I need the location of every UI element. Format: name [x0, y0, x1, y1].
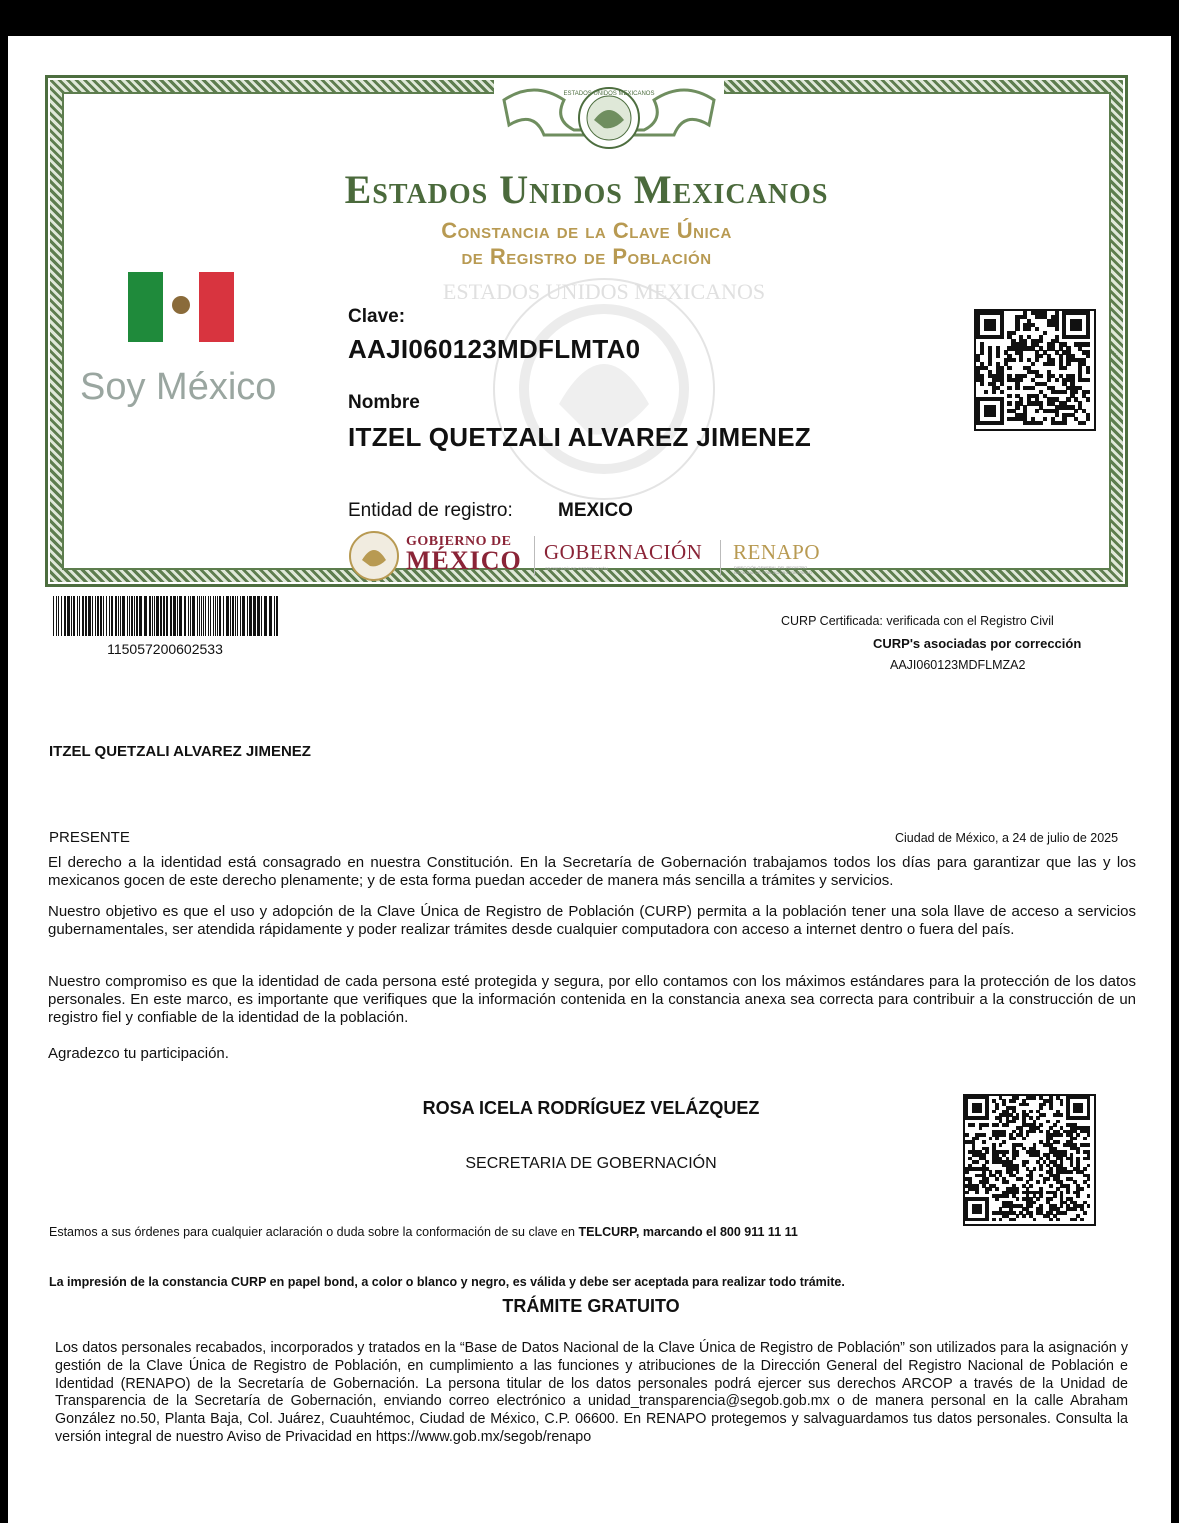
qr-module	[1087, 1177, 1091, 1181]
print-notice: La impresión de la constancia CURP en papel bond, a color o blanco y negro, es válida y debe ser aceptada para realizar todo trámite.	[49, 1275, 845, 1289]
barcode-bar	[177, 596, 178, 636]
letter-date: Ciudad de México, a 24 de julio de 2025	[895, 831, 1119, 845]
barcode-bar	[61, 596, 62, 636]
qr-module	[1015, 386, 1019, 390]
soy-mexico-text: Soy México	[80, 366, 277, 408]
qr-module	[1056, 1140, 1060, 1144]
qr-module	[1039, 1167, 1043, 1171]
qr-module	[1047, 378, 1051, 382]
qr-module	[1060, 1204, 1064, 1208]
qr-module	[1087, 1184, 1091, 1188]
qr-module	[1039, 1130, 1043, 1134]
certified-line3: AAJI060123MDFLMZA2	[890, 658, 1026, 672]
qr-module	[1033, 1130, 1037, 1134]
barcode-bar	[179, 596, 182, 636]
qr-module	[1087, 1133, 1091, 1137]
barcode-bar	[127, 596, 128, 636]
qr-module	[992, 390, 996, 394]
barcode-bar	[82, 596, 84, 636]
qr-module	[1029, 1110, 1033, 1114]
qr-module	[1073, 1207, 1077, 1211]
seal-text: ESTADOS UNIDOS MEXICANOS	[563, 91, 655, 97]
qr-module	[1039, 1194, 1043, 1198]
qr-module	[1055, 413, 1059, 417]
renapo-logo: RENAPO	[733, 540, 821, 564]
barcode-bar	[173, 596, 176, 636]
thanks-text: Agradezco tu participación.	[48, 1045, 229, 1062]
qr-module	[1035, 358, 1039, 362]
qr-module	[989, 1137, 993, 1141]
qr-module	[1087, 1194, 1091, 1198]
certificate-qr-code	[974, 309, 1096, 431]
qr-module	[1060, 1133, 1064, 1137]
barcode-bar	[160, 596, 162, 636]
certificate-frame	[45, 75, 1128, 587]
qr-module	[1087, 1157, 1091, 1161]
qr-module	[1031, 362, 1035, 366]
qr-module	[984, 390, 988, 394]
qr-module	[1086, 397, 1090, 401]
renapo-logo-sub: DIRECCIÓN GENERAL DEL REGISTRO NACIONAL DE POBLACIÓN E IDENTIDAD	[734, 565, 812, 575]
barcode-bar	[274, 596, 275, 636]
qr-module	[1019, 1177, 1023, 1181]
qr-module	[995, 1177, 999, 1181]
gobierno-logo-line2: MÉXICO	[406, 546, 522, 575]
qr-module	[1086, 378, 1090, 382]
qr-module	[982, 1140, 986, 1144]
logo-divider	[534, 536, 535, 576]
qr-module	[1074, 409, 1078, 413]
qr-module	[972, 1123, 976, 1127]
barcode-bar	[261, 596, 262, 636]
qr-module	[1043, 331, 1047, 335]
qr-module	[1029, 1204, 1033, 1208]
barcode-bar	[58, 596, 59, 636]
barcode-bar	[264, 596, 267, 636]
barcode-bar	[79, 596, 80, 636]
qr-module	[1080, 1218, 1084, 1222]
qr-module	[1039, 339, 1043, 343]
clave-value: AAJI060123MDFLMTA0	[348, 334, 641, 364]
qr-module	[1019, 378, 1023, 382]
privacy-notice: Los datos personales recabados, incorporados y tratados en la “Base de Datos Nacional de la Clave Única de Registro de Población” son utilizados para la asignación y gestión de la Clave Única de Registro de Población, en cumplimiento a las funciones y atribuciones de la Dirección General del Registro Nacional de Población e Identidad (RENAPO) de la Secretaría de Gobernación. La persona titular de los datos personales podrá ejercer sus derechos ARCOP a través de la Unidad de Transparencia de la Secretaría de Gobernación, enviando correo electrónico a unidad_transparencia@segob.gob.mx o de manera personal en la calle Abraham González no.50, Planta Baja, Col. Juárez, Cuauhtémoc, Ciudad de México, C.P. 06600. En RENAPO protegemos y salvaguardamos tus datos personales. Consulta la versión integral de nuestro Aviso de Privacidad en https://www.gob.mx/segob/renapo	[55, 1340, 1128, 1445]
qr-module	[1035, 409, 1039, 413]
qr-module	[1011, 331, 1015, 335]
qr-module	[1083, 1211, 1087, 1215]
barcode-bar	[257, 596, 260, 636]
qr-module	[1073, 1218, 1077, 1222]
qr-module	[1016, 1197, 1020, 1201]
qr-module	[999, 1218, 1003, 1222]
barcode-bar	[53, 596, 54, 636]
paragraph-2: Nuestro objetivo es que el uso y adopción de la Clave Única de Registro de Población (CURP) permita a la población tener una sola llave de acceso a servicios gubernamentales, ser atendida rápidamente y poder realizar trámites desde cualquier computadora con acceso a internet dentro o fuera del país.	[48, 903, 1136, 938]
qr-module	[1035, 327, 1039, 331]
qr-module	[1027, 327, 1031, 331]
barcode-bar	[223, 596, 224, 636]
qr-module	[1055, 327, 1059, 331]
qr-module	[1053, 1194, 1057, 1198]
qr-module	[995, 1106, 999, 1110]
qr-module	[1007, 366, 1011, 370]
qr-module	[1086, 342, 1090, 346]
qr-module	[1026, 1103, 1030, 1107]
qr-module	[1043, 1103, 1047, 1107]
qr-module	[1049, 1106, 1053, 1110]
barcode-bar	[242, 596, 245, 636]
barcode-bar	[92, 596, 93, 636]
qr-module	[1076, 1150, 1080, 1154]
certified-line2: CURP's asociadas por corrección	[873, 636, 1082, 651]
barcode-bar	[156, 596, 159, 636]
barcode-bar	[136, 596, 138, 636]
barcode-bar	[170, 596, 172, 636]
barcode-bar	[235, 596, 236, 636]
qr-module	[992, 1110, 996, 1114]
barcode-bar	[226, 596, 229, 636]
qr-finder	[984, 319, 996, 331]
qr-module	[1087, 1204, 1091, 1208]
qr-module	[985, 1123, 989, 1127]
barcode-bar	[139, 596, 142, 636]
qr-module	[989, 1187, 993, 1191]
qr-module	[1043, 1113, 1047, 1117]
paragraph-1: El derecho a la identidad está consagrado en nuestra Constitución. En la Secretaría de Gobernación trabajamos todos los días para garantizar que las y los mexicanos gocen de este derecho plenamente; y de esta forma puedan acceder de manera más sencilla a trámites y servicios.	[48, 854, 1136, 889]
qr-module	[1033, 1167, 1037, 1171]
gobernacion-logo-sub: SECRETARÍA DE GOBERNACIÓN	[545, 566, 608, 571]
qr-module	[1049, 1218, 1053, 1222]
qr-module	[1070, 1170, 1074, 1174]
qr-module	[1060, 1103, 1064, 1107]
qr-module	[1043, 417, 1047, 421]
qr-module	[965, 1191, 969, 1195]
qr-module	[1043, 1180, 1047, 1184]
barcode-bar	[232, 596, 234, 636]
qr-module	[1076, 1194, 1080, 1198]
qr-finder	[1070, 319, 1082, 331]
barcode-bar	[201, 596, 202, 636]
tramite-gratuito: TRÁMITE GRATUITO	[502, 1296, 680, 1316]
barcode-bar	[149, 596, 151, 636]
signer-title: SECRETARIA DE GOBERNACIÓN	[465, 1155, 717, 1172]
barcode-bar	[97, 596, 99, 636]
qr-module	[1016, 1116, 1020, 1120]
gobernacion-logo: GOBERNACIÓN	[544, 540, 703, 564]
qr-module	[1022, 1137, 1026, 1141]
qr-module	[1066, 397, 1070, 401]
barcode-bar	[215, 596, 216, 636]
signature-qr-code	[963, 1094, 1096, 1226]
barcode-bar	[237, 596, 238, 636]
barcode-bar	[109, 596, 110, 636]
qr-module	[1086, 417, 1090, 421]
qr-module	[1031, 386, 1035, 390]
qr-module	[1012, 1120, 1016, 1124]
qr-module	[1063, 1211, 1067, 1215]
qr-module	[1056, 1218, 1060, 1222]
qr-module	[995, 1197, 999, 1201]
qr-module	[1026, 1133, 1030, 1137]
qr-module	[1060, 1113, 1064, 1117]
qr-module	[1016, 1214, 1020, 1218]
barcode-bar	[190, 596, 191, 636]
qr-module	[1076, 1133, 1080, 1137]
qr-module	[1006, 1123, 1010, 1127]
barcode-bar	[247, 596, 248, 636]
qr-module	[1006, 1180, 1010, 1184]
barcode-bar	[249, 596, 252, 636]
qr-module	[965, 1170, 969, 1174]
barcode-bar	[88, 596, 91, 636]
qr-module	[1007, 401, 1011, 405]
qr-module	[979, 1126, 983, 1130]
barcode-bar	[118, 596, 119, 636]
qr-module	[1011, 358, 1015, 362]
qr-module	[1006, 1194, 1010, 1198]
watermark-text: ESTADOS UNIDOS MEXICANOS	[442, 279, 766, 304]
barcode-bar	[85, 596, 87, 636]
document-page	[8, 36, 1171, 1523]
telcurp-phone: TELCURP, marcando el 800 911 11 11	[578, 1225, 798, 1239]
qr-module	[1033, 1218, 1037, 1222]
mexican-flag-icon	[128, 272, 234, 342]
qr-module	[1073, 1137, 1077, 1141]
qr-finder	[972, 1204, 982, 1214]
qr-finder	[984, 405, 996, 417]
qr-module	[1083, 1137, 1087, 1141]
barcode-bar	[144, 596, 147, 636]
qr-module	[975, 1160, 979, 1164]
barcode-bar	[208, 596, 209, 636]
barcode-bar	[100, 596, 102, 636]
barcode-bar	[219, 596, 221, 636]
qr-module	[1012, 1157, 1016, 1161]
barcode-bar	[115, 596, 117, 636]
qr-module	[1012, 1218, 1016, 1222]
recipient-name: ITZEL QUETZALI ALVAREZ JIMENEZ	[49, 743, 311, 760]
qr-module	[1029, 1184, 1033, 1188]
barcode	[53, 596, 277, 636]
qr-module	[1016, 1153, 1020, 1157]
barcode-bar	[217, 596, 218, 636]
clave-label: Clave:	[348, 306, 406, 327]
qr-module	[1016, 1096, 1020, 1100]
qr-module	[1086, 390, 1090, 394]
qr-module	[980, 350, 984, 354]
qr-module	[1051, 362, 1055, 366]
paragraph-3: Nuestro compromiso es que la identidad de cada persona esté protegida y segura, por ello contamos con los máximos estándares para la protección de los datos personales. En este marco, es importante que verifiques que la información contenida en la constancia anexa sea correcta para contribuir a la construcción de un registro fiel y confiable de la identidad de la población.	[48, 973, 1136, 1026]
qr-module	[985, 1150, 989, 1154]
qr-module	[1022, 1214, 1026, 1218]
qr-module	[995, 1137, 999, 1141]
qr-module	[1074, 390, 1078, 394]
qr-module	[988, 362, 992, 366]
qr-module	[1039, 354, 1043, 358]
qr-module	[1080, 1187, 1084, 1191]
qr-module	[1039, 421, 1043, 425]
qr-finder	[1073, 1103, 1083, 1113]
qr-module	[985, 1191, 989, 1195]
qr-module	[985, 1160, 989, 1164]
qr-module	[1033, 1096, 1037, 1100]
barcode-bar	[203, 596, 204, 636]
barcode-bar	[269, 596, 272, 636]
barcode-bar	[210, 596, 211, 636]
subtitle-line2: de Registro de Población	[461, 244, 712, 269]
qr-module	[992, 1218, 996, 1222]
qr-module	[1062, 390, 1066, 394]
qr-module	[1012, 1137, 1016, 1141]
qr-module	[1039, 374, 1043, 378]
barcode-bar	[56, 596, 57, 636]
barcode-bar	[129, 596, 130, 636]
qr-module	[1036, 1197, 1040, 1201]
barcode-bar	[134, 596, 135, 636]
qr-module	[1036, 1180, 1040, 1184]
qr-module	[1055, 378, 1059, 382]
qr-module	[1056, 1120, 1060, 1124]
qr-module	[1039, 1106, 1043, 1110]
qr-module	[995, 1123, 999, 1127]
barcode-bar	[276, 596, 278, 636]
qr-module	[1006, 1150, 1010, 1154]
country-title: Estados Unidos Mexicanos	[344, 167, 829, 212]
qr-module	[1062, 421, 1066, 425]
qr-module	[1066, 362, 1070, 366]
qr-module	[1083, 1167, 1087, 1171]
barcode-bar	[184, 596, 186, 636]
qr-module	[1036, 1116, 1040, 1120]
nombre-label: Nombre	[348, 392, 420, 413]
barcode-bar	[111, 596, 113, 636]
qr-module	[1046, 1177, 1050, 1181]
barcode-bar	[103, 596, 104, 636]
barcode-bar	[64, 596, 66, 636]
barcode-bar	[188, 596, 189, 636]
barcode-bar	[122, 596, 125, 636]
barcode-bar	[73, 596, 75, 636]
qr-module	[1062, 366, 1066, 370]
qr-module	[1053, 1123, 1057, 1127]
qr-module	[1000, 382, 1004, 386]
barcode-bar	[131, 596, 133, 636]
qr-module	[1046, 1120, 1050, 1124]
qr-module	[1066, 1191, 1070, 1195]
certificate-body	[62, 91, 1111, 575]
barcode-bar	[152, 596, 153, 636]
barcode-number: 115057200602533	[107, 641, 223, 657]
qr-module	[999, 1143, 1003, 1147]
qr-finder	[972, 1103, 982, 1113]
entidad-label: Entidad de registro:	[348, 500, 513, 521]
qr-module	[1002, 1140, 1006, 1144]
presente-text: PRESENTE	[49, 829, 130, 846]
qr-module	[1087, 1164, 1091, 1168]
barcode-bar	[120, 596, 121, 636]
qr-module	[1039, 1123, 1043, 1127]
telcurp-plain: Estamos a sus órdenes para cualquier aclaración o duda sobre la conformación de su clave en	[49, 1225, 579, 1239]
qr-module	[965, 1133, 969, 1137]
barcode-bar	[205, 596, 206, 636]
barcode-bar	[192, 596, 195, 636]
barcode-bar	[213, 596, 214, 636]
qr-module	[1002, 1133, 1006, 1137]
signer-name: ROSA ICELA RODRÍGUEZ VELÁZQUEZ	[422, 1098, 760, 1118]
qr-module	[1012, 1099, 1016, 1103]
qr-module	[975, 1191, 979, 1195]
telcurp-text	[49, 1225, 798, 1239]
barcode-bar	[253, 596, 256, 636]
barcode-bar	[163, 596, 165, 636]
qr-module	[996, 354, 1000, 358]
qr-module	[1015, 327, 1019, 331]
qr-module	[1026, 1160, 1030, 1164]
barcode-bar	[106, 596, 107, 636]
qr-module	[1086, 370, 1090, 374]
barcode-bar	[95, 596, 96, 636]
nombre-value: ITZEL QUETZALI ALVAREZ JIMENEZ	[348, 422, 812, 452]
barcode-bar	[199, 596, 200, 636]
qr-module	[982, 1133, 986, 1137]
qr-module	[1086, 354, 1090, 358]
qr-module	[1007, 386, 1011, 390]
qr-module	[1033, 1201, 1037, 1205]
barcode-bar	[197, 596, 198, 636]
barcode-bar	[71, 596, 72, 636]
national-seal-icon	[494, 80, 724, 160]
barcode-bar	[240, 596, 241, 636]
qr-module	[1082, 421, 1086, 425]
qr-module	[1087, 1143, 1091, 1147]
qr-module	[1019, 358, 1023, 362]
subtitle-line1: Constancia de la Clave Única	[441, 218, 732, 243]
gobierno-logo-line1: GOBIERNO DE	[406, 534, 512, 549]
watermark-emblem-icon	[442, 264, 766, 504]
barcode-bar	[166, 596, 168, 636]
barcode-bar	[230, 596, 231, 636]
qr-module	[1000, 390, 1004, 394]
certified-line1: CURP Certificada: verificada con el Registro Civil	[781, 614, 1054, 628]
qr-module	[1023, 374, 1027, 378]
qr-module	[975, 1137, 979, 1141]
barcode-bar	[77, 596, 78, 636]
qr-module	[1007, 394, 1011, 398]
qr-module	[980, 382, 984, 386]
qr-module	[1049, 1197, 1053, 1201]
qr-module	[1015, 405, 1019, 409]
qr-module	[1016, 1170, 1020, 1174]
logo-divider-2	[720, 540, 721, 576]
gobierno-seal-icon	[348, 530, 400, 582]
entidad-value: MEXICO	[558, 500, 633, 521]
qr-module	[1029, 1177, 1033, 1181]
qr-module	[1049, 1184, 1053, 1188]
barcode-bar	[154, 596, 155, 636]
qr-module	[995, 1187, 999, 1191]
barcode-bar	[67, 596, 70, 636]
qr-module	[1016, 1191, 1020, 1195]
